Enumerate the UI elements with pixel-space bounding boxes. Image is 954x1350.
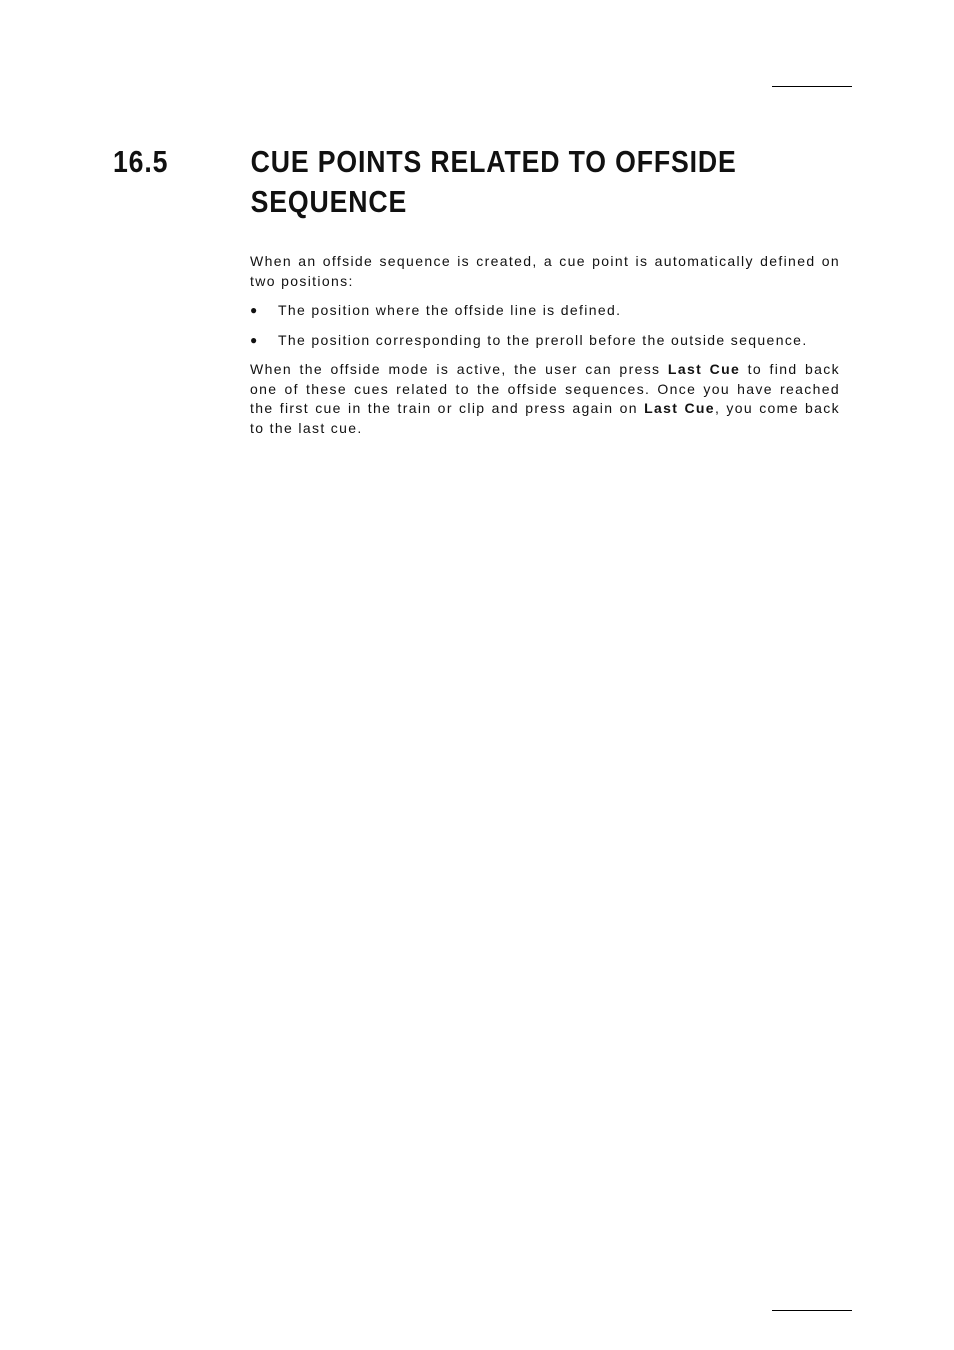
list-item <box>250 331 840 351</box>
section-title: CUE POINTS RELATED TO OFFSIDE SEQUENCE <box>250 144 737 219</box>
section-body <box>250 252 840 438</box>
section-number: 16.5 <box>113 144 169 179</box>
bullet-text: The position corresponding to the preroll before the outside sequence. <box>278 331 808 348</box>
bullet-icon: ● <box>250 332 259 347</box>
last-cue-keyword: Last Cue <box>644 400 715 416</box>
paragraph-text: , you come back to the last cue. <box>250 400 840 436</box>
last-cue-keyword: Last Cue <box>667 361 741 377</box>
bullet-icon: ● <box>250 303 259 317</box>
bullet-list <box>250 301 840 350</box>
offside-mode-paragraph <box>250 360 840 438</box>
bullet-text: The position where the offside line is defined. <box>278 302 622 318</box>
paragraph-text: to find back one of these cues related to the offside sequences. Once you have reached the first cue in the train or clip and press again on <box>250 361 840 416</box>
paragraph-text: When the offside mode is active, the user can press <box>250 361 668 377</box>
header-rule <box>772 86 852 87</box>
footer-rule <box>772 1310 852 1311</box>
intro-paragraph: When an offside sequence is created, a cue point is automatically defined on two positions: <box>250 253 840 289</box>
list-item <box>250 301 840 321</box>
